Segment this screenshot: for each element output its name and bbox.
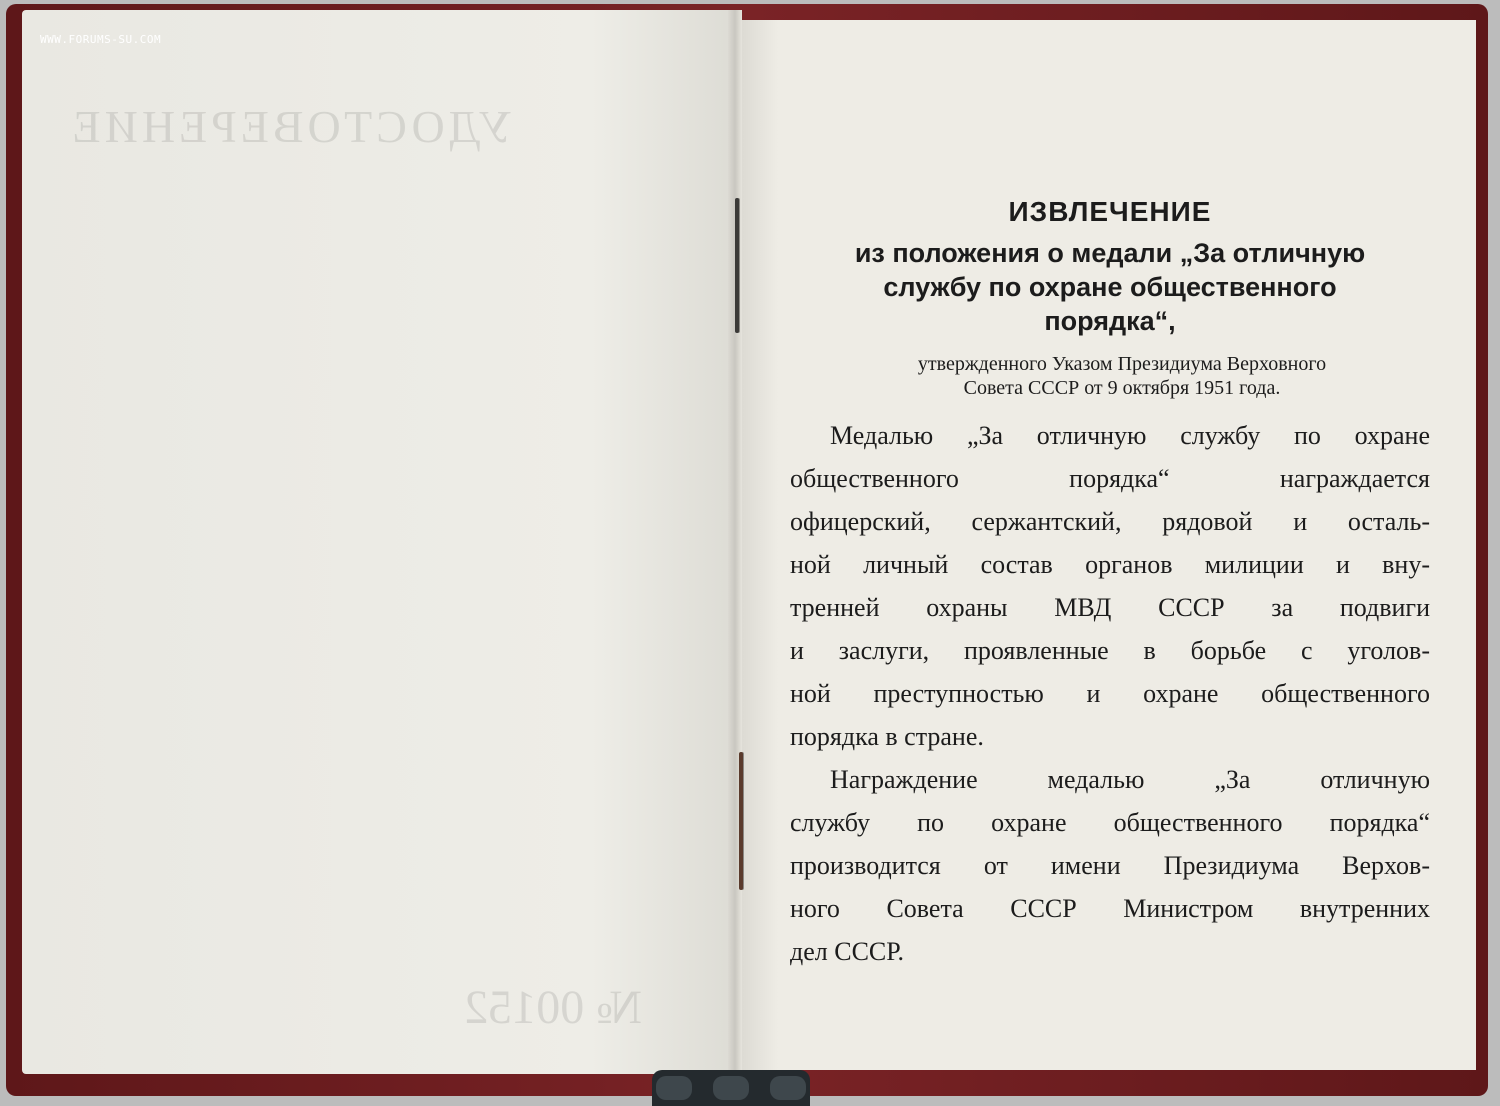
decree-reference xyxy=(814,352,1430,400)
staple-top xyxy=(735,198,739,333)
subtitle-line: порядка“, xyxy=(1044,306,1176,336)
decree-line: утвержденного Указом Президиума Верховного xyxy=(917,353,1327,375)
paragraph-line: порядка в стране. xyxy=(790,722,984,751)
subtitle-line: службу по охране общественного xyxy=(883,272,1337,302)
paragraph-line: ного Совета СССР Министром внутренних xyxy=(790,894,1430,923)
staple-bottom xyxy=(739,752,743,890)
watermark: WWW.FORUMS-SU.COM xyxy=(40,33,162,46)
paragraph-award-eligibility xyxy=(790,414,1430,758)
paragraph-line: ной личный состав органов милиции и вну- xyxy=(790,550,1430,579)
paragraph-line: дел СССР. xyxy=(790,937,904,966)
subtitle-line: из положения о медали „За отличную xyxy=(854,238,1366,268)
binding-ribbon xyxy=(652,1070,810,1106)
extract-text xyxy=(790,196,1430,973)
paragraph-line: производится от имени Президиума Верхов- xyxy=(790,851,1430,880)
show-through-text: УДОСТОВЕРЕНИЕ № 00152 xyxy=(68,101,642,1034)
paragraph-line: службу по охране общественного порядка“ xyxy=(790,808,1430,837)
paragraph-line: ной преступностью и охране общественного xyxy=(790,679,1430,708)
paragraph-line: общественного порядка“ награждается xyxy=(790,464,1430,493)
decree-line: Совета СССР от 9 октября 1951 года. xyxy=(963,377,1281,399)
paragraph-line: Награждение медалью „За отличную xyxy=(830,765,1430,794)
extract-subtitle xyxy=(790,236,1430,338)
paragraph-line: и заслуги, проявленные в борьбе с уголов- xyxy=(790,636,1430,665)
page-fold xyxy=(728,10,742,1074)
paragraph-line: тренней охраны МВД СССР за подвиги xyxy=(790,593,1430,622)
extract-title: ИЗВЛЕЧЕНИЕ xyxy=(1008,196,1212,227)
paragraph-award-procedure xyxy=(790,758,1430,973)
paragraph-line: офицерский, сержантский, рядовой и осталь- xyxy=(790,507,1430,536)
left-page xyxy=(22,10,734,1074)
paragraph-line: Медалью „За отличную службу по охране xyxy=(830,421,1430,450)
